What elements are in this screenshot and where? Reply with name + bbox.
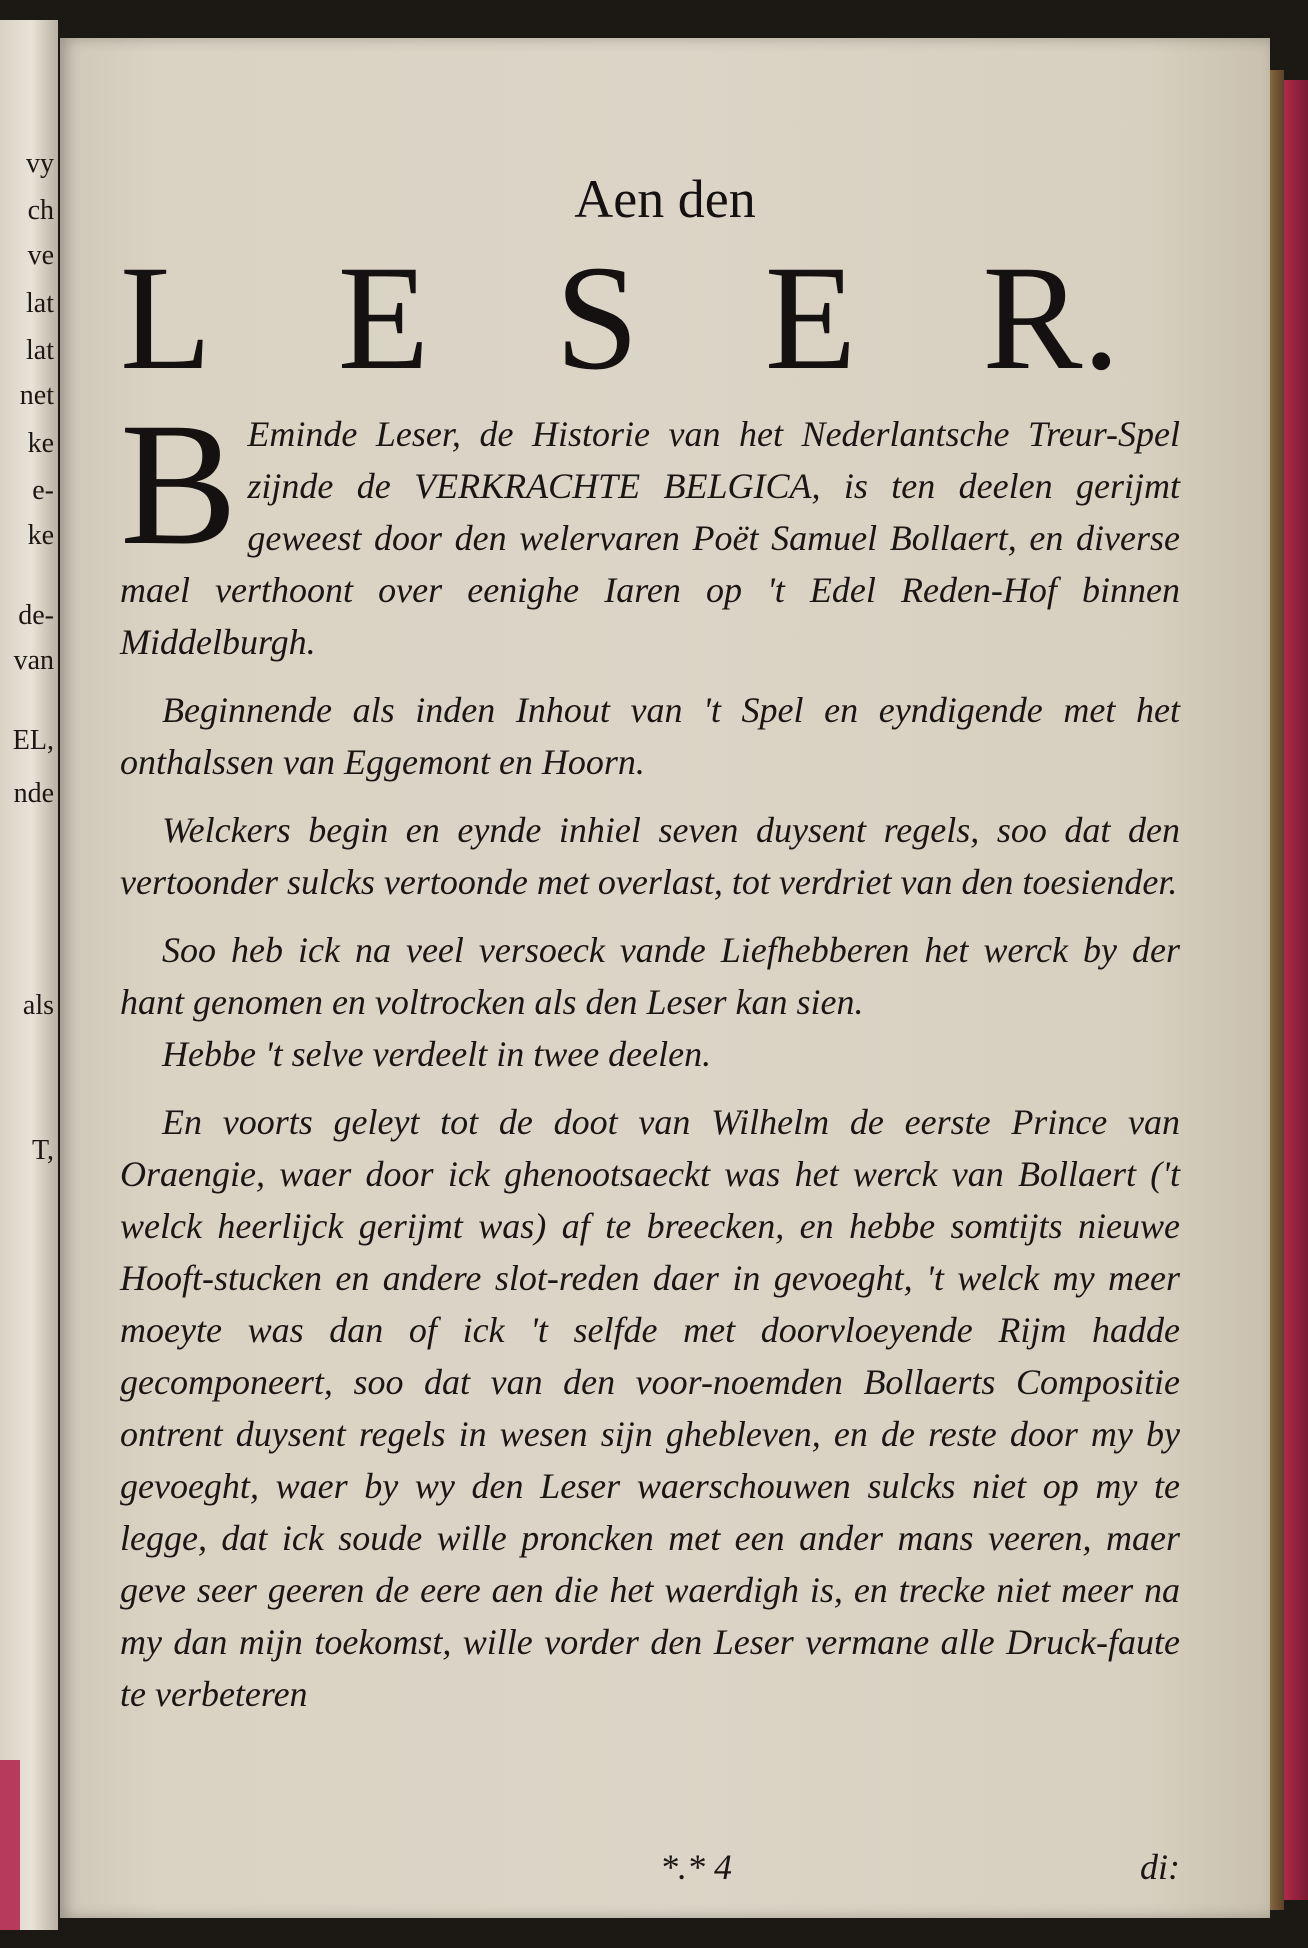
- left-fragment: vy: [26, 148, 54, 179]
- left-fragment: e-: [32, 475, 54, 506]
- left-fragment: als: [22, 990, 54, 1021]
- paragraph: [120, 387, 1180, 668]
- left-fragment: de-: [18, 600, 54, 631]
- book-cover-spine: [0, 1760, 20, 1930]
- heading-letter: L: [120, 235, 212, 401]
- page-block-edge: [1268, 70, 1284, 1910]
- left-fragment: ke: [27, 428, 54, 459]
- paragraph: Soo heb ick na veel versoeck vande Liefhebberen het werck by der hant genomen en voltrocken als den Leser kan sien.: [120, 930, 1180, 1022]
- left-fragment: EL,: [12, 725, 54, 756]
- catchword: di:: [1140, 1847, 1180, 1887]
- left-fragment: net: [19, 380, 54, 411]
- left-fragment: ch: [27, 195, 54, 226]
- heading-aen-den: Aen den: [574, 169, 756, 229]
- left-fragment: van: [13, 645, 54, 676]
- left-fragment: lat: [26, 335, 54, 366]
- paragraph: En voorts geleyt tot de doot van Wilhelm de eerste Prince van Oraengie, waer door ick ghenootsaeckt was het werck van Bollaert ('t welck heerlijck gerijmt was) af te breecken, en hebbe somtijts nieuwe Hooft-stucken en andere slot-reden daer in gevoeght, 't welck my meer moeyte was dan of ick 't selfde met doorvloeyende Rijm hadde gecomponeert, soo dat van den voor-noemden Bollaerts Compositie ontrent duysent regels in wesen sijn ghebleven, en de reste door my by gevoeght, waer by wy den Leser waerschouwen sulcks niet op my te legge, dat ick soude wille proncken met een ander mans veeren, maer geve seer geeren de eere aen die het waerdigh is, en trecke niet meer na my dan mijn toekomst, wille vorder den Leser vermane alle Druck-faute te verbeteren: [120, 1102, 1180, 1714]
- book-cover-edge: [1284, 80, 1308, 1900]
- paragraph: Beginnende als inden Inhout van 't Spel en eyndigende met het onthalssen van Eggemont en Hoorn.: [120, 690, 1180, 782]
- heading-letter: R.: [982, 235, 1120, 401]
- paragraph: Hebbe 't selve verdeelt in twee deelen.: [162, 1034, 712, 1074]
- left-fragment: ke: [27, 520, 54, 551]
- left-facing-page: [0, 20, 58, 1930]
- left-fragment: T,: [31, 1135, 54, 1166]
- signature-mark: *.* 4: [660, 1847, 732, 1887]
- left-fragment: nde: [13, 778, 54, 809]
- left-fragment: lat: [26, 288, 54, 319]
- heading-leser: [120, 235, 1120, 401]
- heading-letter: E: [337, 235, 430, 401]
- heading-letter: S: [555, 235, 639, 401]
- paragraph-text: Eminde Leser, de Historie van het Nederlantsche Treur-Spel zijnde de VERKRACHTE BELGICA, is ten deelen gerijmt geweest door den welervaren Poët Samuel Bollaert, en diverse mael verthoont over eenighe Iaren op 't Edel Reden-Hof binnen Middelburgh.: [120, 414, 1180, 662]
- body-text: [120, 387, 1180, 1736]
- paragraph: Welckers begin en eynde inhiel seven duysent regels, soo dat den vertoonder sulcks vertoonde met overlast, tot verdriet van den toesiender.: [120, 810, 1180, 902]
- book-page: [60, 38, 1270, 1918]
- drop-cap: B: [120, 387, 238, 582]
- heading-letter: E: [764, 235, 857, 401]
- left-fragment: ve: [27, 240, 54, 271]
